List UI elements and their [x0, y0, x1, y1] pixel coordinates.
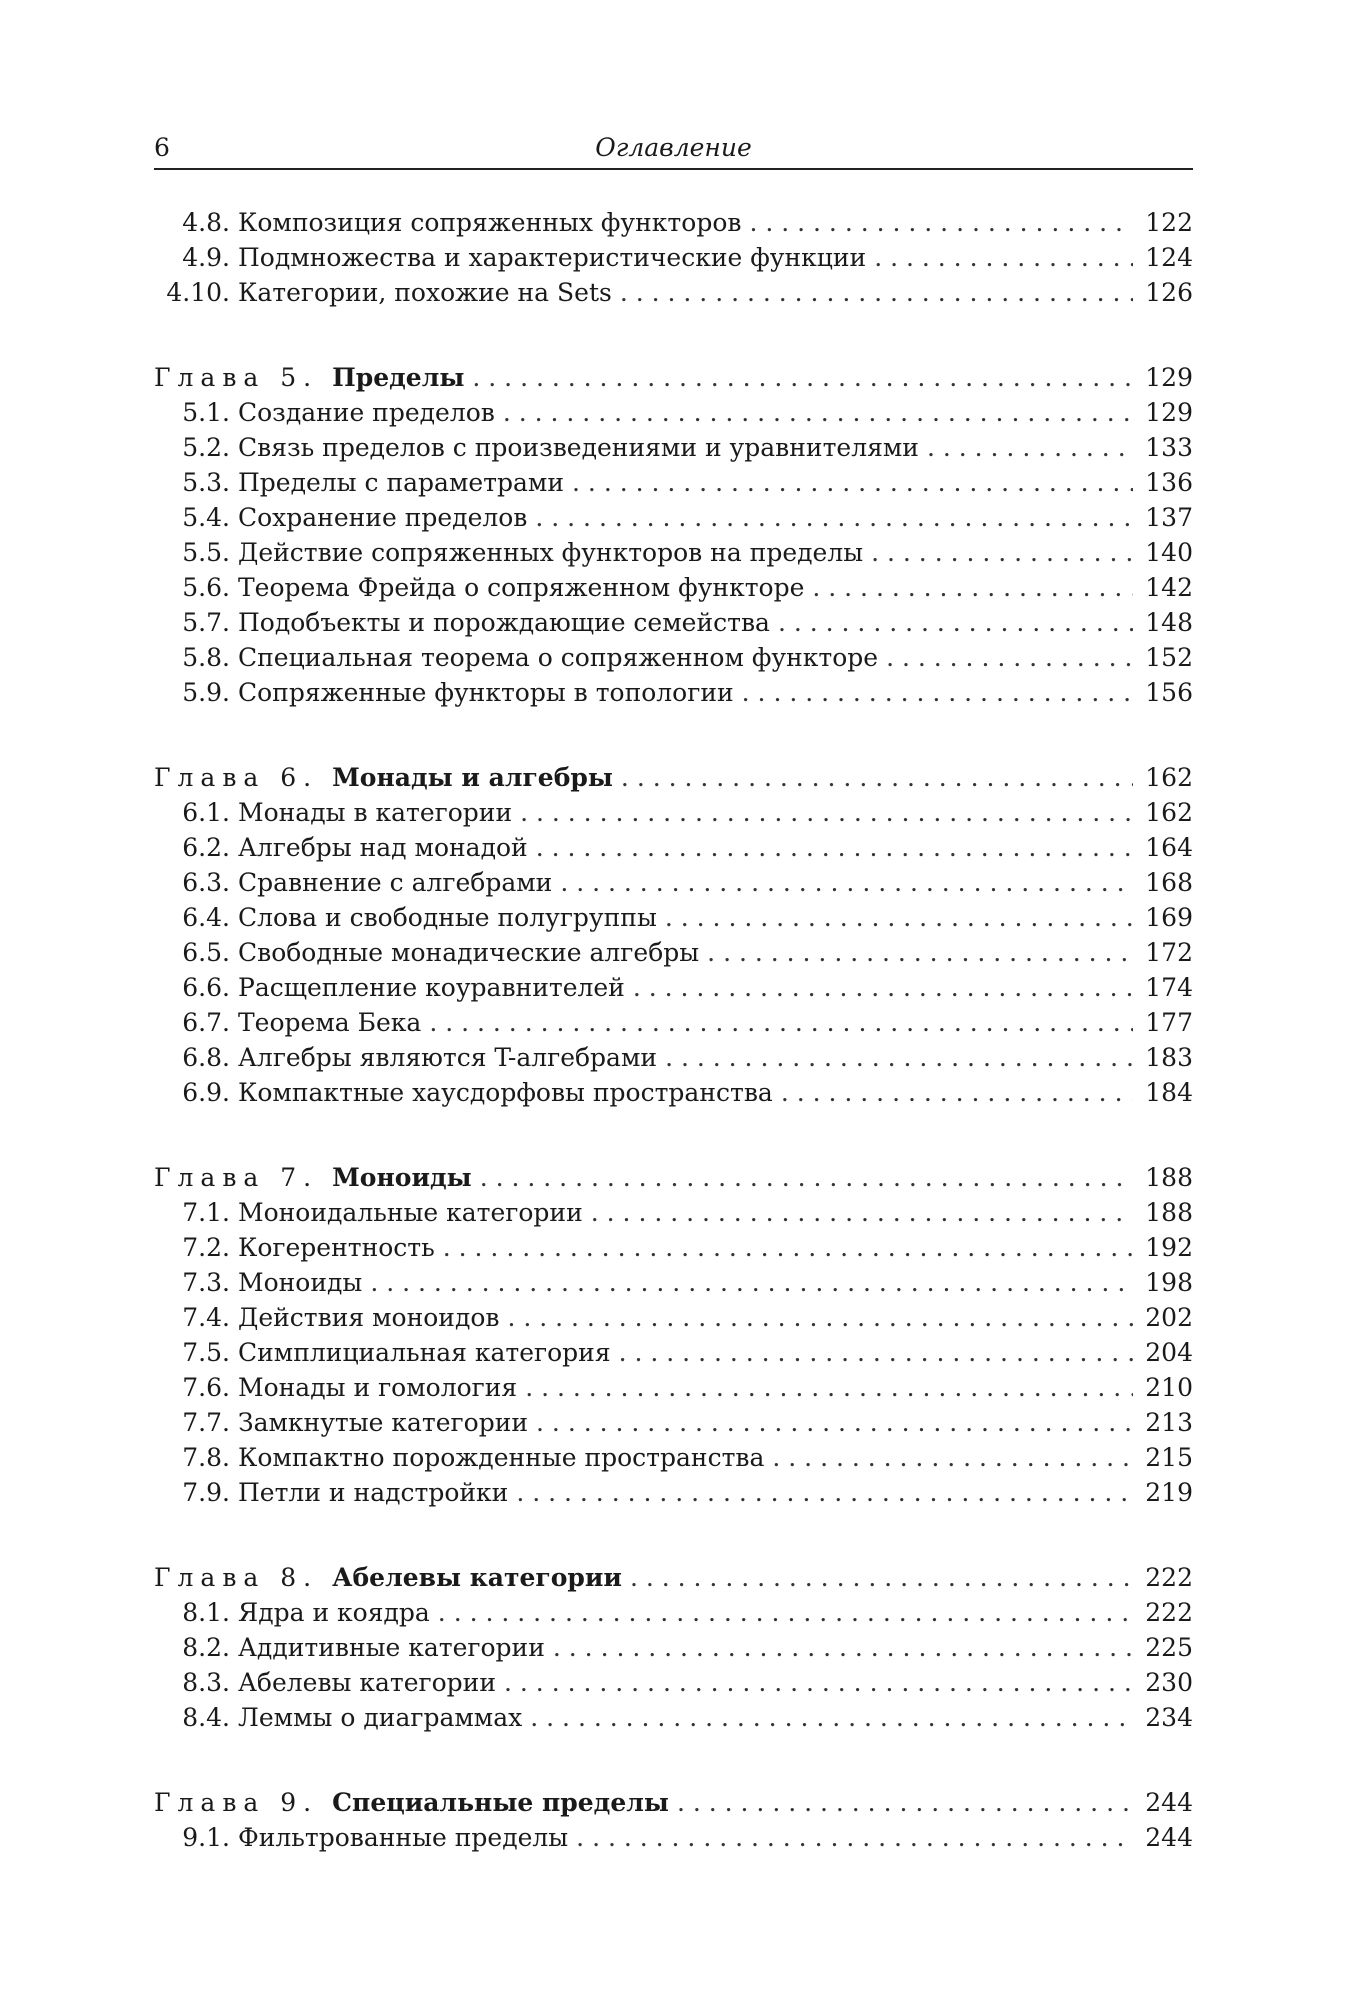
entry-page: 234: [1145, 1703, 1193, 1732]
entry-title: Слова и свободные полугруппы: [238, 903, 657, 932]
entry-title: Ядра и коядра: [238, 1598, 430, 1627]
chapter-heading[interactable]: [154, 1160, 1193, 1195]
entry-title: Компактные хаусдорфовы пространства: [238, 1078, 773, 1107]
toc-entry[interactable]: [154, 275, 1193, 310]
dot-leader: [503, 395, 1133, 430]
entry-title: Моноидальные категории: [238, 1198, 583, 1227]
entry-title: Расщепление коуравнителей: [238, 973, 625, 1002]
toc-entry[interactable]: [154, 1265, 1193, 1300]
entry-page: 122: [1145, 208, 1193, 237]
entry-page: 133: [1145, 433, 1193, 462]
entry-number: 7.4.: [182, 1303, 230, 1332]
toc-entry[interactable]: [154, 675, 1193, 710]
dot-leader: [781, 1075, 1133, 1110]
dot-leader: [536, 830, 1133, 865]
entry-title: Леммы о диаграммах: [238, 1703, 523, 1732]
entry-number: 6.6.: [182, 973, 230, 1002]
entry-title: Теорема Бека: [238, 1008, 422, 1037]
toc-chapter-6: [154, 760, 1193, 1110]
dot-leader: [576, 1820, 1133, 1855]
entry-number: 7.9.: [182, 1478, 230, 1507]
entry-title: Связь пределов с произведениями и уравнителями: [238, 433, 919, 462]
dot-leader: [633, 970, 1133, 1005]
entry-title: Аддитивные категории: [238, 1633, 545, 1662]
toc-entry[interactable]: [154, 935, 1193, 970]
entry-number: 5.9.: [182, 678, 230, 707]
dot-leader: [749, 205, 1133, 240]
dot-leader: [443, 1230, 1133, 1265]
entry-title: Алгебры являются T-алгебрами: [238, 1043, 658, 1072]
chapter-page: 244: [1145, 1788, 1193, 1817]
entry-page: 168: [1145, 868, 1193, 897]
entry-number: 4.8.: [182, 208, 230, 237]
entry-title: Замкнутые категории: [238, 1408, 529, 1437]
entry-page: 198: [1145, 1268, 1193, 1297]
dot-leader: [665, 1040, 1133, 1075]
toc-entry[interactable]: [154, 1820, 1193, 1855]
chapter-title: Пределы: [332, 363, 465, 392]
dot-leader: [620, 275, 1133, 310]
entry-title: Фильтрованные пределы: [238, 1823, 569, 1852]
entry-page: 230: [1145, 1668, 1193, 1697]
toc-entry[interactable]: [154, 1005, 1193, 1040]
toc-entry[interactable]: [154, 1440, 1193, 1475]
toc-chapter-7: [154, 1160, 1193, 1510]
entry-page: 172: [1145, 938, 1193, 967]
entry-page: 164: [1145, 833, 1193, 862]
entry-number: 9.1.: [182, 1823, 230, 1852]
entry-page: 177: [1145, 1008, 1193, 1037]
chapter-heading[interactable]: [154, 360, 1193, 395]
entry-number: 8.3.: [182, 1668, 230, 1697]
dot-leader: [772, 1440, 1133, 1475]
entry-page: 140: [1145, 538, 1193, 567]
entry-page: 202: [1145, 1303, 1193, 1332]
entry-number: 7.5.: [182, 1338, 230, 1367]
toc-entry[interactable]: [154, 1075, 1193, 1110]
entry-title: Действия моноидов: [238, 1303, 500, 1332]
chapter-label: Глава 9.: [154, 1788, 319, 1817]
dot-leader: [886, 640, 1133, 675]
chapter-heading[interactable]: [154, 760, 1193, 795]
entry-page: 162: [1145, 798, 1193, 827]
chapter-heading[interactable]: [154, 1560, 1193, 1595]
entry-number: 6.7.: [182, 1008, 230, 1037]
dot-leader: [677, 1785, 1133, 1820]
entry-title: Композиция сопряженных функторов: [238, 208, 742, 237]
entry-number: 6.9.: [182, 1078, 230, 1107]
toc-entry[interactable]: [154, 240, 1193, 275]
entry-number: 7.7.: [182, 1408, 230, 1437]
entry-page: 183: [1145, 1043, 1193, 1072]
entry-title: Теорема Фрейда о сопряженном функторе: [238, 573, 805, 602]
dot-leader: [927, 430, 1133, 465]
entry-page: 148: [1145, 608, 1193, 637]
dot-leader: [525, 1370, 1133, 1405]
entry-title: Компактно порожденные пространства: [238, 1443, 765, 1472]
chapter-page: 129: [1145, 363, 1193, 392]
dot-leader: [630, 1560, 1133, 1595]
dot-leader: [591, 1195, 1133, 1230]
entry-title: Монады и гомология: [238, 1373, 518, 1402]
entry-number: 8.2.: [182, 1633, 230, 1662]
entry-page: 204: [1145, 1338, 1193, 1367]
toc-entry[interactable]: [154, 430, 1193, 465]
toc-entry[interactable]: [154, 795, 1193, 830]
entry-number: 5.2.: [182, 433, 230, 462]
entry-title: Моноиды: [238, 1268, 363, 1297]
chapter-title: Монады и алгебры: [332, 763, 613, 792]
entry-title: Специальная теорема о сопряженном функторе: [238, 643, 879, 672]
toc-entry[interactable]: [154, 1300, 1193, 1335]
dot-leader: [429, 1005, 1133, 1040]
entry-title: Сравнение с алгебрами: [238, 868, 553, 897]
toc-entry[interactable]: [154, 570, 1193, 605]
entry-page: 126: [1145, 278, 1193, 307]
entry-page: 244: [1145, 1823, 1193, 1852]
entry-number: 7.2.: [182, 1233, 230, 1262]
entry-title: Пределы с параметрами: [238, 468, 565, 497]
entry-number: 5.7.: [182, 608, 230, 637]
entry-number: 6.3.: [182, 868, 230, 897]
chapter-page: 222: [1145, 1563, 1193, 1592]
toc-entry[interactable]: [154, 1475, 1193, 1510]
dot-leader: [520, 795, 1133, 830]
toc-entry[interactable]: [154, 1195, 1193, 1230]
entry-number: 6.5.: [182, 938, 230, 967]
toc-entry[interactable]: [154, 970, 1193, 1005]
chapter-page: 162: [1145, 763, 1193, 792]
entry-number: 6.4.: [182, 903, 230, 932]
toc-entry[interactable]: [154, 465, 1193, 500]
entry-page: 129: [1145, 398, 1193, 427]
toc-chapter-8: [154, 1560, 1193, 1735]
toc-entry[interactable]: [154, 535, 1193, 570]
chapter-title: Специальные пределы: [332, 1788, 669, 1817]
entry-number: 7.3.: [182, 1268, 230, 1297]
entry-number: 8.4.: [182, 1703, 230, 1732]
toc-entry[interactable]: [154, 1370, 1193, 1405]
entry-number: 6.2.: [182, 833, 230, 862]
entry-title: Алгебры над монадой: [238, 833, 528, 862]
dot-leader: [370, 1265, 1133, 1300]
entry-page: 188: [1145, 1198, 1193, 1227]
entry-title: Категории, похожие на Sets: [238, 278, 612, 307]
toc-chapter-9: [154, 1785, 1193, 1855]
table-of-contents: [154, 205, 1193, 1855]
entry-number: 7.8.: [182, 1443, 230, 1472]
toc-entry[interactable]: [154, 395, 1193, 430]
entry-page: 174: [1145, 973, 1193, 1002]
entry-title: Действие сопряженных функторов на пределы: [238, 538, 864, 567]
dot-leader: [553, 1630, 1133, 1665]
toc-entry[interactable]: [154, 1665, 1193, 1700]
entry-page: 222: [1145, 1598, 1193, 1627]
toc-entry[interactable]: [154, 1040, 1193, 1075]
dot-leader: [871, 535, 1133, 570]
chapter-page: 188: [1145, 1163, 1193, 1192]
entry-page: 225: [1145, 1633, 1193, 1662]
entry-page: 192: [1145, 1233, 1193, 1262]
toc-entry[interactable]: [154, 605, 1193, 640]
toc-entry[interactable]: [154, 640, 1193, 675]
dot-leader: [507, 1300, 1133, 1335]
toc-entry[interactable]: [154, 205, 1193, 240]
dot-leader: [560, 865, 1133, 900]
entry-page: 210: [1145, 1373, 1193, 1402]
entry-title: Сохранение пределов: [238, 503, 528, 532]
entry-title: Когерентность: [238, 1233, 435, 1262]
dot-leader: [812, 570, 1133, 605]
entry-number: 8.1.: [182, 1598, 230, 1627]
entry-page: 184: [1145, 1078, 1193, 1107]
entry-number: 5.4.: [182, 503, 230, 532]
entry-title: Подмножества и характеристические функции: [238, 243, 867, 272]
page-number: 6: [154, 133, 170, 162]
dot-leader: [504, 1665, 1133, 1700]
toc-entry[interactable]: [154, 1700, 1193, 1735]
dot-leader: [742, 675, 1133, 710]
page-header: [154, 132, 1193, 170]
dot-leader: [535, 500, 1133, 535]
toc-entry[interactable]: [154, 1405, 1193, 1440]
chapter-label: Глава 7.: [154, 1163, 319, 1192]
entry-number: 7.1.: [182, 1198, 230, 1227]
dot-leader: [621, 760, 1133, 795]
entry-number: 6.1.: [182, 798, 230, 827]
toc-entry[interactable]: [154, 900, 1193, 935]
entry-number: 5.6.: [182, 573, 230, 602]
chapter-title: Абелевы категории: [332, 1563, 622, 1592]
dot-leader: [516, 1475, 1133, 1510]
entry-title: Петли и надстройки: [238, 1478, 509, 1507]
dot-leader: [707, 935, 1133, 970]
chapter-label: Глава 6.: [154, 763, 319, 792]
dot-leader: [438, 1595, 1133, 1630]
chapter-label: Глава 5.: [154, 363, 319, 392]
entry-page: 124: [1145, 243, 1193, 272]
entry-number: 6.8.: [182, 1043, 230, 1072]
toc-entry[interactable]: [154, 1595, 1193, 1630]
dot-leader: [874, 240, 1133, 275]
entry-title: Свободные монадические алгебры: [238, 938, 700, 967]
dot-leader: [665, 900, 1133, 935]
dot-leader: [536, 1405, 1133, 1440]
entry-page: 136: [1145, 468, 1193, 497]
entry-title: Абелевы категории: [238, 1668, 497, 1697]
running-title: Оглавление: [595, 133, 752, 162]
entry-title: Подобъекты и порождающие семейства: [238, 608, 770, 637]
entry-number: 5.5.: [182, 538, 230, 567]
entry-number: 5.1.: [182, 398, 230, 427]
dot-leader: [778, 605, 1133, 640]
toc-entry[interactable]: [154, 500, 1193, 535]
entry-title: Сопряженные функторы в топологии: [238, 678, 734, 707]
entry-number: 5.8.: [182, 643, 230, 672]
toc-entry[interactable]: [154, 1230, 1193, 1265]
entry-number: 4.10.: [166, 278, 230, 307]
toc-section-continued: [154, 205, 1193, 310]
entry-page: 215: [1145, 1443, 1193, 1472]
chapter-heading[interactable]: [154, 1785, 1193, 1820]
entry-number: 5.3.: [182, 468, 230, 497]
entry-page: 142: [1145, 573, 1193, 602]
entry-title: Симплициальная категория: [238, 1338, 611, 1367]
dot-leader: [619, 1335, 1133, 1370]
entry-page: 169: [1145, 903, 1193, 932]
chapter-title: Моноиды: [332, 1163, 472, 1192]
dot-leader: [572, 465, 1133, 500]
entry-page: 219: [1145, 1478, 1193, 1507]
toc-entry[interactable]: [154, 830, 1193, 865]
entry-page: 213: [1145, 1408, 1193, 1437]
dot-leader: [480, 1160, 1133, 1195]
toc-chapter-5: [154, 360, 1193, 710]
entry-page: 156: [1145, 678, 1193, 707]
dot-leader: [530, 1700, 1133, 1735]
entry-number: 4.9.: [182, 243, 230, 272]
toc-entry[interactable]: [154, 1630, 1193, 1665]
entry-page: 152: [1145, 643, 1193, 672]
chapter-label: Глава 8.: [154, 1563, 319, 1592]
dot-leader: [472, 360, 1133, 395]
toc-entry[interactable]: [154, 1335, 1193, 1370]
entry-page: 137: [1145, 503, 1193, 532]
toc-entry[interactable]: [154, 865, 1193, 900]
entry-title: Монады в категории: [238, 798, 513, 827]
entry-number: 7.6.: [182, 1373, 230, 1402]
entry-title: Создание пределов: [238, 398, 495, 427]
